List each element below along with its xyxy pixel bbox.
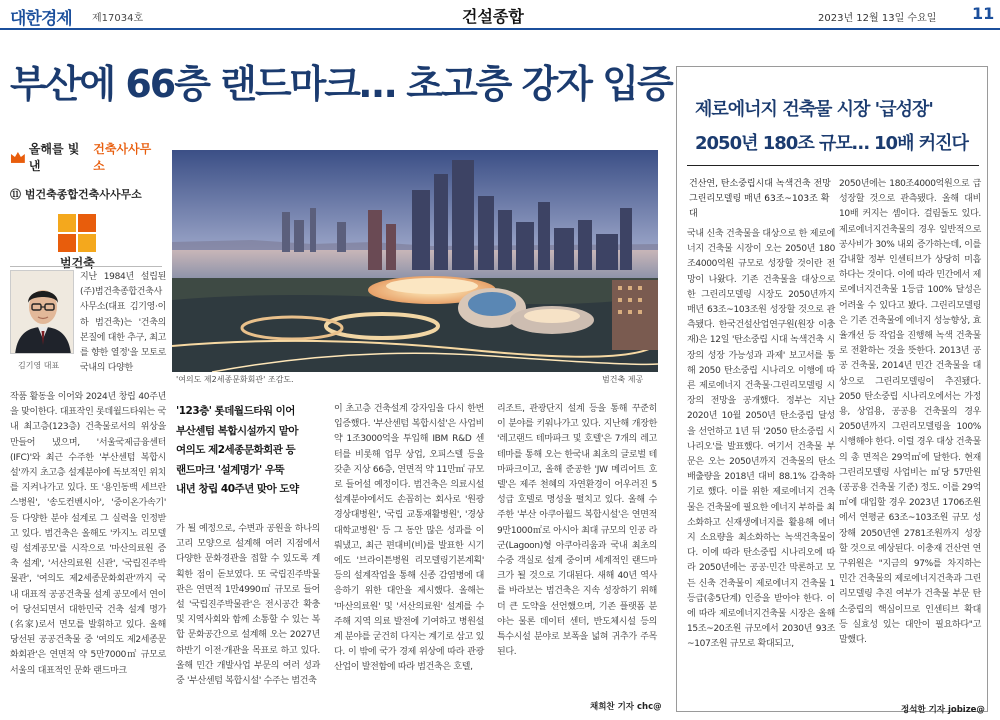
- company-info: [10, 140, 162, 271]
- article-body-col2: 가 될 예정으로, 수변과 공원을 하나의 고리 모양으로 설계해 여러 지점에서 다양한 문화경관을 접할 수 있도록 계획한 점이 돋보였다. 또 국립진주박물관은 연면적 1만4990㎡ 규모로 들어설 '국립진주박물관'은 전시공간 확충 및 지역사회와 함께 소통할 수 있는 복합 문화공간으로 설계해 오는 2027년 하반기 이전·개관을 목표로 하고 있다. 올해 민간 개발사업 부문의 여러 성과 중 '부산센텀 복합시설' 수주는 범건축: [176, 524, 320, 687]
- crown-icon: [10, 151, 26, 163]
- article-subheads: [176, 402, 316, 500]
- company-name: ⑪ 범건축종합건축사사무소: [10, 188, 142, 201]
- article-body-col1: 작품 활동을 이어와 2024년 창립 40주년을 맞이한다. 대표작인 롯데월드타워는 국내 최고층(123층) 건축물로서의 위상을 만들어 냈으며, '서울국제금융센터(IFC)'와 최근 수주한 '부산센텀 복합시설'까지 초고층 설계분야에 독보적인 위치를 지켜나가고 있다. 또 '용인동백 세브란스병원', '송도컨벤시아', '중이온가속기' 등 다양한 분야 설계로 그 실력을 인정받고 있다. 범건축은 올해도 '카지노 리모델링 설계공모'를 시작으로 '마산의료원 증축 설계', '서산의료원 신관', '국립진주박물관', '여의도 제2세종문화회관'까지 국내 대표적 공공건축물 설계 공모에서 연이어 당선되면서 대한민국 건축 설계 명가(名家)로서 면모를 발휘하고 있다. 올해 당선된 공공건축물 중 '여의도 제2세종문화회관'은 연면적 약 5만7000㎡ 규모로 서울의 대표적인 문화 랜드마크: [10, 392, 166, 676]
- logo-square: [78, 234, 96, 252]
- subhead-line: 내년 창립 40주년 맞아 도약: [176, 483, 299, 495]
- newspaper-header: [0, 0, 1000, 30]
- page-number: 11: [972, 4, 995, 23]
- sidebar-byline: 정석한 기자 jobize@: [901, 705, 985, 715]
- divider: [687, 165, 979, 166]
- divider: [10, 266, 162, 267]
- company-logo: [58, 214, 96, 252]
- article-body-col3: 이 초고층 건축설계 강자임을 다시 한번 입증했다. '부산센텀 복합시설'은 사업비 약 1조3000억을 투입해 IBM R&D 센터를 비롯해 업무 상업, 오피스텔 등을 갖춘 지상 66층, 연면적 약 11만㎡ 규모로 들어설 예정이다. 범건축은 의료시설 설계분야에서도 손꼽히는 회사로 '원광경상대병원', '국립 교통재활병원', '경상대학교병원' 등 그 동안 많은 성과를 이뤄냈고, 최근 편대비(비)를 발표한 시기에도 '브라이튼병원 리모델링기본계획' 등의 설계작업을 통해 신종 감염병에 대응하기 위한 대안을 제시했다. 올해는 '마산의료원' 및 '서산의료원' 설계를 수주해 지역 의료 발전에 기여하고 병원설계 분야를 굳건히 다지는 계기로 삼고 있다. 이 밖에 국가 경제 위상에 따라 관광산업이 발전함에 따라 범건축은 호텔,: [334, 404, 484, 673]
- paper-name: 대한경제: [10, 9, 72, 29]
- publication-date: 2023년 12월 13일 수요일: [818, 13, 937, 24]
- sidebar-article: [676, 66, 988, 715]
- sidebar-headline: 제로에너지 건축물 시장 '급성장' 2050년 180조 규모… 10배 커진다: [695, 99, 968, 154]
- subhead-line: '123층' 롯데월드타워 이어: [176, 405, 295, 417]
- article-byline: 채희찬 기자 chc@: [590, 702, 662, 712]
- article-headline: 부산에 66층 랜드마크… 초고층 강자 입증: [10, 62, 672, 106]
- sidebar-body-col1: 국내 신축 건축물을 대상으로 한 제로에너지 건축물 시장이 오는 2050년 180조4000억원 규모로 성장할 것이란 전망이 나왔다. 기존 건축물을 대상으로 한 그린리모델링 시장도 2050년까지 매년 63조~103조원 성장할 것으로 관측됐다. 한국건설산업연구원(원장 이충재)은 12일 '탄소중립 시대 녹색건축 시장의 성장 가능성과 과제' 보고서를 통해 2050 탄소중립 시나리오 이행에 따른 제로에너지 건축물·그린리모델링 시장의 전망을 공개했다. 정부는 지난 2020년 10월 2050년 탄소중립 달성을 선언하고 1년 뒤 '2050 탄소중립 시나리오'를 발표했다. 여기서 건축물 부문은 오는 2050년까지 건축물의 탄소배출량을 2018년 대비 88.1% 감축하기로 했다. 이를 위한 제로에너지 건축물은 건축물에 필요한 에너지 부하를 최소화하고 신재생에너지를 활용해 에너지 소요량을 최소화하는 녹색건축물이다. 이에 따라 탄소중립 시나리오에 따라 2050년에는 공공·민간 막론하고 모든 신축 건축물이 제로에너지 건축물 1등급(총5단계) 인증을 받아야 한다. 이에 따라 제로에너지건축물 시장은 올해 15조~20조원 규모에서 2030년 93조~107조원 규모로 확대되고,: [687, 229, 835, 650]
- sidebar-body-col2: 2050년에는 180조4000억원으로 급성장할 것으로 관측됐다. 올해 대비 10배 커지는 셈이다. 걸림돌도 있다. 제로에너지건축물의 경우 일반적으로 공사비가 30% 내외 증가하는데, 이를 감내할 정부 인센티브가 상당히 미흡하다는 것이다. 이에 따라 민간에서 제로에너지건축물 1등급 100% 달성은 어려울 수 있다고 봤다. 그린리모델링은 기존 건축물에 에너지 성능향상, 효율개선 등 작업을 진행해 녹색 건축물로 전환하는 것을 뜻한다. 2013년 공공 건축물, 2014년 민간 건축물을 대상으로 그린리모델링이 추진됐다. 2050 탄소중립 시나리오에서는 가정용, 상업용, 공공용 건축물의 경우 2050년까지 그린리모델링을 100% 시행해야 한다. 이럴 경우 대상 건축물의 총 면적은 29억㎡에 달한다. 현재 그린리모델링 사업비는 ㎡당 57만원(공공용 건축물 기준) 정도. 이를 29억㎡에 대입할 경우 2023년 1706조원에서 연평균 63조~103조원 규모 성장해 2050년엔 2781조원까지 성장할 것으로 예상된다. 이충재 건산연 연구위원은 "지금의 97%를 차지하는 민간 건축물의 제로에너지건축과 그린리모델링 추진 여부가 건축물 부문 탄소중립의 핵심이므로 인센티브 확대 등 실효성 있는 대안이 필요하다"고 말했다.: [839, 179, 981, 646]
- photo-credit: 범건축 제공: [602, 375, 644, 384]
- subhead-line: 랜드마크 '설계명가' 우뚝: [176, 463, 285, 476]
- logo-square: [78, 214, 96, 232]
- logo-square: [58, 234, 76, 252]
- portrait-caption: 김기영 대표: [18, 361, 60, 370]
- ceo-portrait: [10, 270, 74, 354]
- article-body-col4: 리조트, 관광단지 설계 등을 통해 꾸준히 이 분야를 키워나가고 있다. 지난해 개장한 '레고랜드 테마파크 및 호텔'은 7개의 레고 테마를 통해 오는 한국내 최초의 글로벌 테마파크이고, 올해 준공한 'JW 메리어트 호텔'은 제주 천혜의 자연환경이 어우러진 5성급 호텔로 명성을 펼치고 있다. 올해 수주한 '부산 아쿠아월드 복합시설'은 연면적 9만1000㎡로 아시아 최대 규모의 인공 라군(Lagoon)형 아쿠아리움과 국내 최초의 수중 객실로 설계 중이며 세계적인 랜드마크가 될 것으로 기대된다. 새해 40년 역사를 바라보는 범건축은 지속 성장하기 위해 더 큰 도약을 선언했으며, 기존 플랫폼 분야는 물론 데이터 센터, 반도체시설 등의 특수시설 분야로 보폭을 넓혀 귀추가 주목된다.: [497, 404, 657, 658]
- subhead-line: 여의도 제2세종문화회관 등: [176, 444, 296, 456]
- sidebar-subheadline: 건산연, 탄소중립시대 녹색건축 전망 그린리모델링 매년 63조~103조 확대: [689, 179, 831, 219]
- subhead-line: 부산센텀 복합시설까지 맡아: [176, 424, 299, 437]
- series-label: [10, 140, 162, 174]
- logo-square: [58, 214, 76, 232]
- logo-wordmark: 범건축: [60, 256, 95, 270]
- series-prefix: 올해를 빛낸: [28, 142, 80, 173]
- architecture-rendering-photo: [172, 150, 658, 372]
- issue-number: 제17034호: [92, 13, 144, 24]
- photo-caption: '여의도 제2세종문화회관' 조감도.: [176, 375, 294, 384]
- section-name: 건설종합: [462, 7, 524, 26]
- article-intro: 지난 1984년 설립된 (주)범건축종합건축사사무소(대표 김기영·이하 범건축)는 '건축의 본질에 대한 추구, 최고를 향한 열정'을 모토로 국내의 다양한: [80, 272, 166, 374]
- series-name: 건축사사무소: [93, 142, 152, 173]
